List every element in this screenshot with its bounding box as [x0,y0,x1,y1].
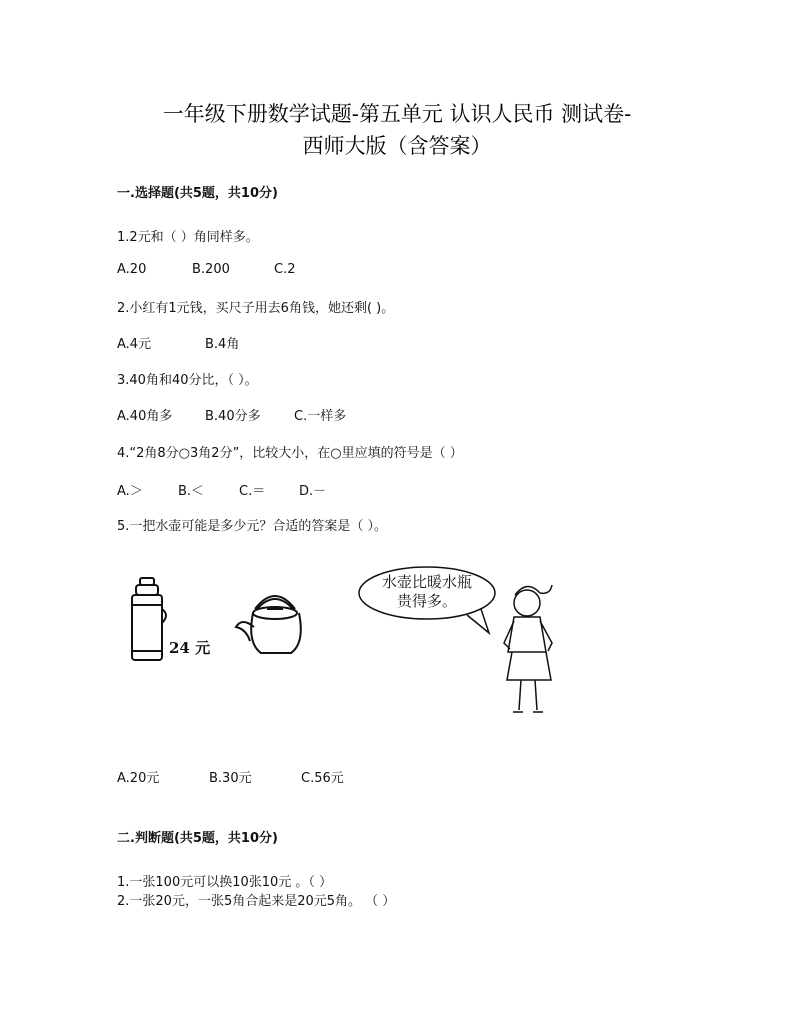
option-c: C.一样多 [294,409,347,424]
question-1: 1.2元和（ ）角同样多。 [117,230,259,245]
option-d: D.－ [299,484,327,499]
option-c: C.56元 [301,771,344,786]
option-a: A.20元 [117,771,160,786]
option-b: B.200 [192,262,230,277]
option-a: A.＞ [117,484,143,499]
speech-line-1: 水壶比暖水瓶 [381,573,472,591]
speech-bubble-text [367,573,487,611]
option-b: B.4角 [205,337,240,352]
judgment-question-2: 2.一张20元，一张5角合起来是20元5角。 （ ） [117,894,396,909]
section-heading-choice: 一.选择题(共5题，共10分) [117,186,278,201]
question-4: 4.“2角8分○3角2分”，比较大小，在○里应填的符号是（ ） [117,446,463,461]
question-3: 3.40角和40分比，（ ）。 [117,373,258,388]
option-b: B.30元 [209,771,252,786]
option-a: A.20 [117,262,147,277]
question-2: 2.小红有1元钱，买尺子用去6角钱，她还剩( )。 [117,301,395,316]
thermos-icon [132,578,166,660]
option-b: B.＜ [178,484,205,499]
girl-figure-icon [504,585,552,712]
option-a: A.40角多 [117,409,173,424]
question-5: 5.一把水壶可能是多少元？合适的答案是（ ）。 [117,519,388,534]
page-title-line-1: 一年级下册数学试题-第五单元 认识人民币 测试卷- [162,102,632,126]
kettle-icon [236,596,301,653]
page-title-line-2: 西师大版（含答案） [302,134,492,158]
option-a: A.4元 [117,337,152,352]
judgment-question-1: 1.一张100元可以换10张10元 。（ ） [117,875,333,890]
option-c: C.2 [274,262,296,277]
thermos-price-label: 24 元 [169,639,211,657]
option-c: C.＝ [239,484,266,499]
speech-line-2: 贵得多。 [396,592,457,610]
option-b: B.40分多 [205,409,261,424]
section-heading-judgment: 二.判断题(共5题，共10分) [117,831,278,846]
question-5-figure [117,565,567,730]
